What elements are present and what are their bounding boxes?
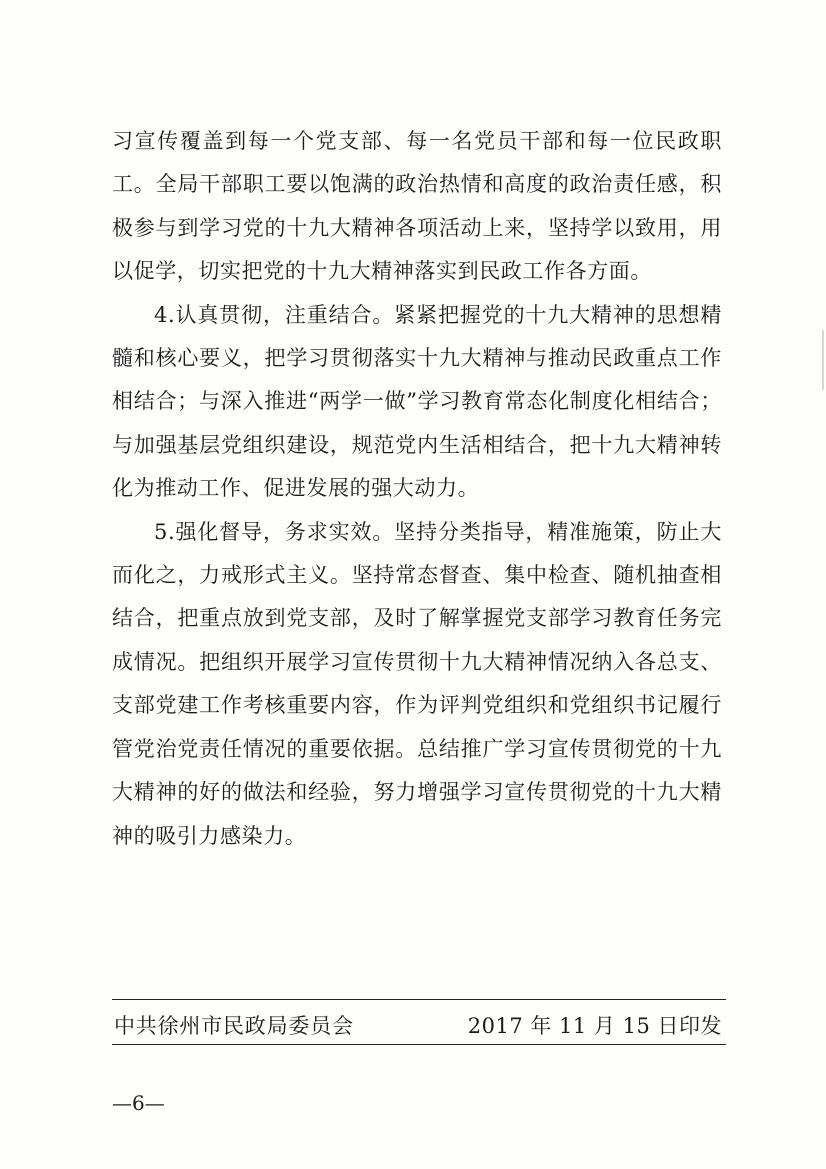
paragraph-3-item-5 [112,511,722,858]
paragraph-3-line-7: 大精神的好的做法和经验，努力增强学习宣传贯彻党的十九大精 [112,780,722,805]
paragraph-2-line-3: 相结合；与深入推进“两学一做”学习教育常态化制度化相结合； [112,389,722,414]
footer-top-rule [112,999,726,1000]
paragraph-1-line-3: 极参与到学习党的十九大精神各项活动上来，坚持学以致用，用 [112,215,722,240]
document-body [112,120,722,858]
paragraph-3-line-1: 5.强化督导，务求实效。坚持分类指导，精准施策，防止大 [154,519,722,544]
paragraph-3-line-8: 神的吸引力感染力。 [112,823,307,848]
paragraph-3-line-3: 结合，把重点放到党支部，及时了解掌握党支部学习教育任务完 [112,606,722,631]
paragraph-2-line-1: 4.认真贯彻，注重结合。紧紧把握党的十九大精神的思想精 [154,302,722,327]
paragraph-1 [112,120,722,294]
scan-edge-mark [822,330,824,390]
paragraph-3-line-5: 支部党建工作考核重要内容，作为评判党组织和党组织书记履行 [112,693,722,718]
footer-bottom-rule [112,1044,726,1045]
paragraph-1-line-2: 工。全局干部职工要以饱满的政治热情和高度的政治责任感，积 [112,172,722,197]
paragraph-2-line-4: 与加强基层党组织建设，规范党内生活相结合，把十九大精神转 [112,432,722,457]
paragraph-1-line-1: 习宣传覆盖到每一个党支部、每一名党员干部和每一位民政职 [112,129,722,153]
issue-date: 2017 年 11 月 15 日印发 [467,1014,722,1038]
paragraph-3-line-6: 管党治党责任情况的重要依据。总结推广学习宣传贯彻党的十九 [112,736,722,761]
paragraph-2-line-2: 髓和核心要义，把学习贯彻落实十九大精神与推动民政重点工作 [112,346,722,371]
paragraph-2-line-5: 化为推动工作、促进发展的强大动力。 [112,476,480,501]
paragraph-1-line-4: 以促学，切实把党的十九大精神落实到民政工作各方面。 [112,259,652,284]
paragraph-3-line-2: 而化之，力戒形式主义。坚持常态督查、集中检查、随机抽查相 [112,563,722,588]
paragraph-2-item-4 [112,294,722,511]
issuer-name: 中共徐州市民政局委员会 [114,1014,354,1038]
paragraph-3-line-4: 成情况。把组织开展学习宣传贯彻十九大精神情况纳入各总支、 [112,649,722,674]
page-number: —6— [112,1091,165,1115]
